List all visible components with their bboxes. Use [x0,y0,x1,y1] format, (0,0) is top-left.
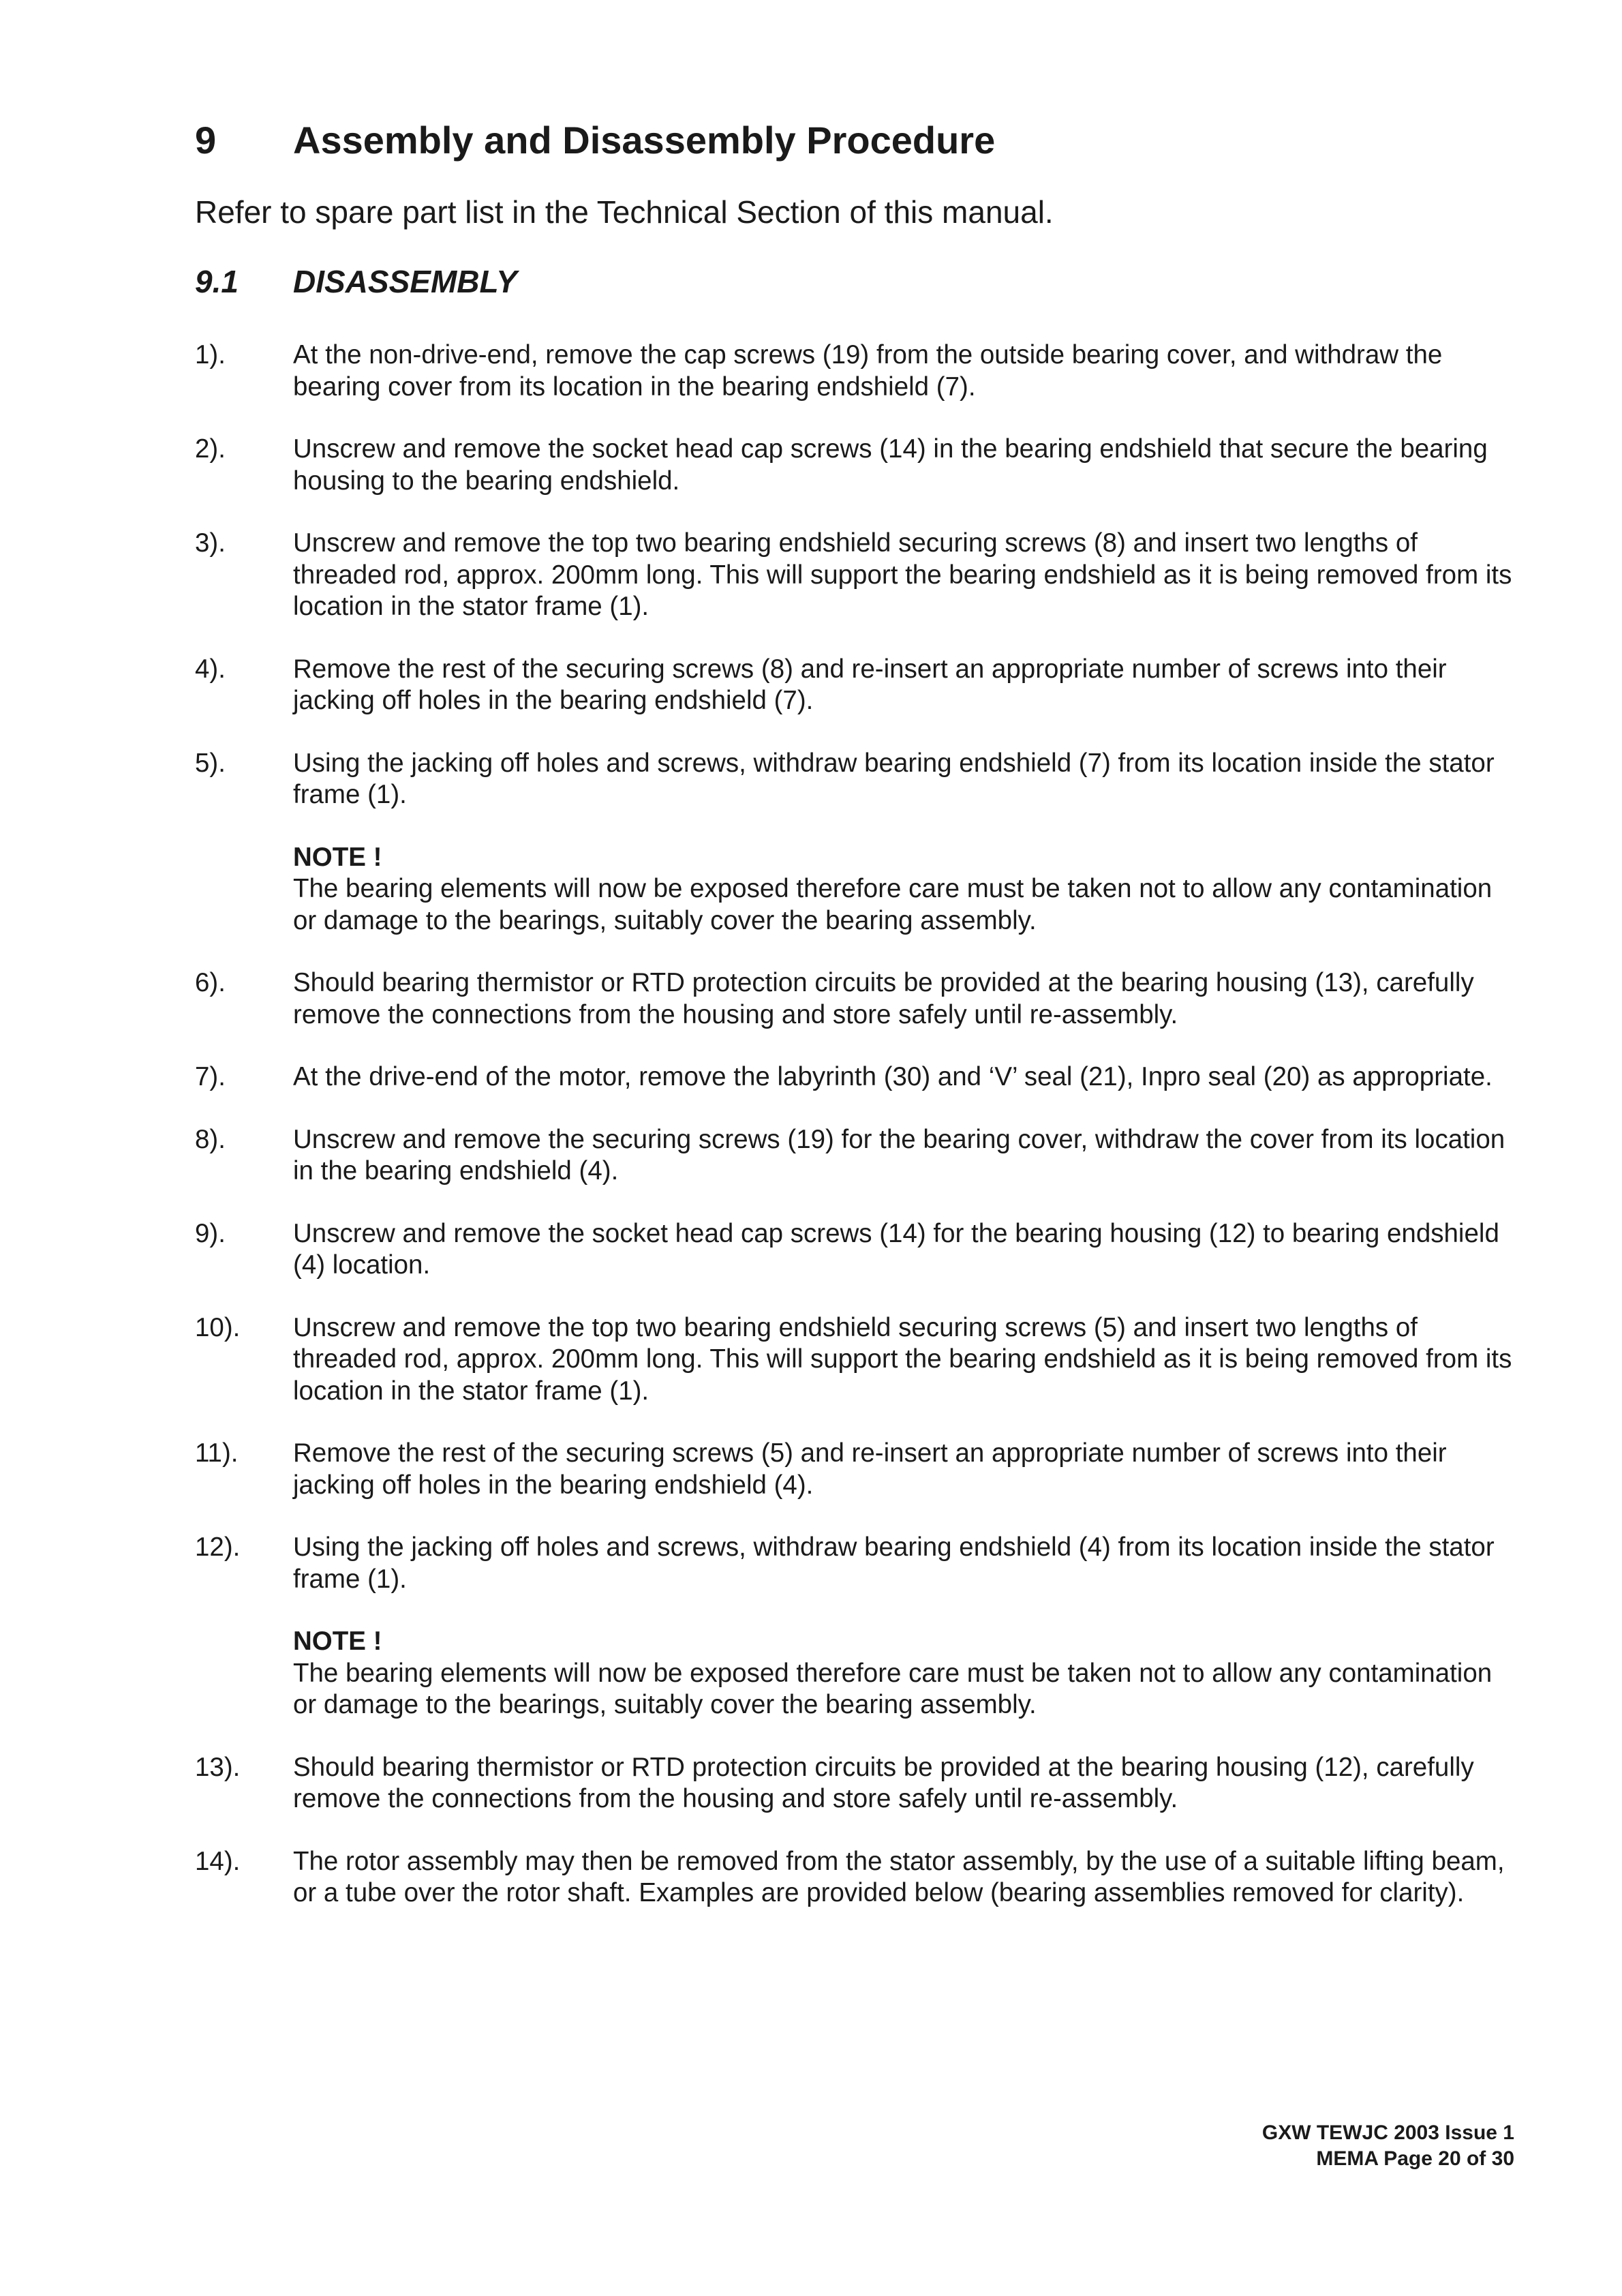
section-heading [195,116,995,165]
step-item [195,967,1520,1031]
step-item [195,1218,1520,1282]
subsection-number: 9.1 [195,264,239,299]
note-text: The bearing elements will now be exposed therefore care must be taken not to allow any contamination or damage to the bearings, suitably cover the bearing assembly. [293,1658,1493,1719]
section-title: Assembly and Disassembly Procedure [293,119,996,162]
step-item [195,654,1520,717]
step-item [195,434,1520,497]
step-number: 4). [195,654,226,684]
step-item [195,339,1520,403]
step-number: 11). [195,1438,239,1468]
step-number: 14). [195,1846,241,1876]
step-text: Unscrew and remove the socket head cap screws (14) for the bearing housing (12) to bearing endshield (4) location. [293,1218,1499,1280]
step-text: The rotor assembly may then be removed from the stator assembly, by the use of a suitable lifting beam, or a tube over the rotor shaft. Examples are provided below (bearing assemblies removed for clarity). [293,1846,1505,1907]
step-number: 12). [195,1532,241,1562]
step-text: Using the jacking off holes and screws, withdraw bearing endshield (4) from its location inside the stator frame (1). [293,1532,1495,1594]
step-text: Unscrew and remove the socket head cap screws (14) in the bearing endshield that secure the bearing housing to the bearing endshield. [293,434,1488,496]
step-item [195,1752,1520,1815]
step-text: Using the jacking off holes and screws, withdraw bearing endshield (7) from its location inside the stator frame (1). [293,748,1495,809]
note-label: NOTE ! [293,1627,382,1656]
step-item [195,1061,1520,1093]
step-number: 10). [195,1312,241,1342]
footer-document-ref: GXW TEWJC 2003 Issue 1 [1261,2121,1514,2144]
step-item [195,1532,1520,1595]
footer-page-number: MEMA Page 20 of 30 [1316,2147,1514,2170]
step-number: 13). [195,1752,241,1782]
step-text: Remove the rest of the securing screws (8) and re-insert an appropriate number of screws into their jacking off holes in the bearing endshield (7). [293,654,1447,715]
note-block [293,842,1520,937]
step-list [195,339,1520,1909]
step-number: 6). [195,968,226,997]
step-item [195,1438,1520,1501]
subsection-title: DISASSEMBLY [293,264,517,299]
step-number: 3). [195,528,226,558]
step-text: Should bearing thermistor or RTD protection circuits be provided at the bearing housing (13), carefully remove the connections from the housing and store safely until re-assembly. [293,968,1474,1029]
note-block [293,1626,1520,1721]
note-label: NOTE ! [293,842,382,872]
step-item [195,1124,1520,1188]
step-item [195,1846,1520,1909]
step-item [195,748,1520,811]
step-text: Unscrew and remove the securing screws (19) for the bearing cover, withdraw the cover from its location in the bearing endshield (4). [293,1124,1505,1185]
step-text: At the drive-end of the motor, remove the labyrinth (30) and ‘V’ seal (21), Inpro seal (20) as appropriate. [293,1062,1493,1091]
step-text: Unscrew and remove the top two bearing endshield securing screws (5) and insert two lengths of threaded rod, approx. 200mm long. This will support the bearing endshield as it is being removed from its location in the stator frame (1). [293,1312,1512,1406]
subsection-heading [195,260,517,303]
step-text: Should bearing thermistor or RTD protection circuits be provided at the bearing housing (12), carefully remove the connections from the housing and store safely until re-assembly. [293,1752,1474,1813]
step-text: Unscrew and remove the top two bearing endshield securing screws (8) and insert two lengths of threaded rod, approx. 200mm long. This will support the bearing endshield as it is being removed from its location in the stator frame (1). [293,528,1512,621]
step-item [195,1312,1520,1408]
intro-text: Refer to spare part list in the Technical Section of this manual. [195,194,1054,230]
section-number: 9 [195,119,217,162]
step-text: At the non-drive-end, remove the cap screws (19) from the outside bearing cover, and withdraw the bearing cover from its location in the bearing endshield (7). [293,340,1443,402]
step-number: 9). [195,1218,226,1248]
step-number: 1). [195,340,226,369]
note-text: The bearing elements will now be exposed therefore care must be taken not to allow any contamination or damage to the bearings, suitably cover the bearing assembly. [293,874,1493,935]
step-number: 8). [195,1124,226,1154]
page-footer [1262,2120,1514,2172]
step-number: 2). [195,434,226,464]
step-number: 7). [195,1062,226,1091]
step-number: 5). [195,748,226,778]
step-item [195,528,1520,623]
step-text: Remove the rest of the securing screws (5) and re-insert an appropriate number of screws into their jacking off holes in the bearing endshield (4). [293,1438,1447,1500]
